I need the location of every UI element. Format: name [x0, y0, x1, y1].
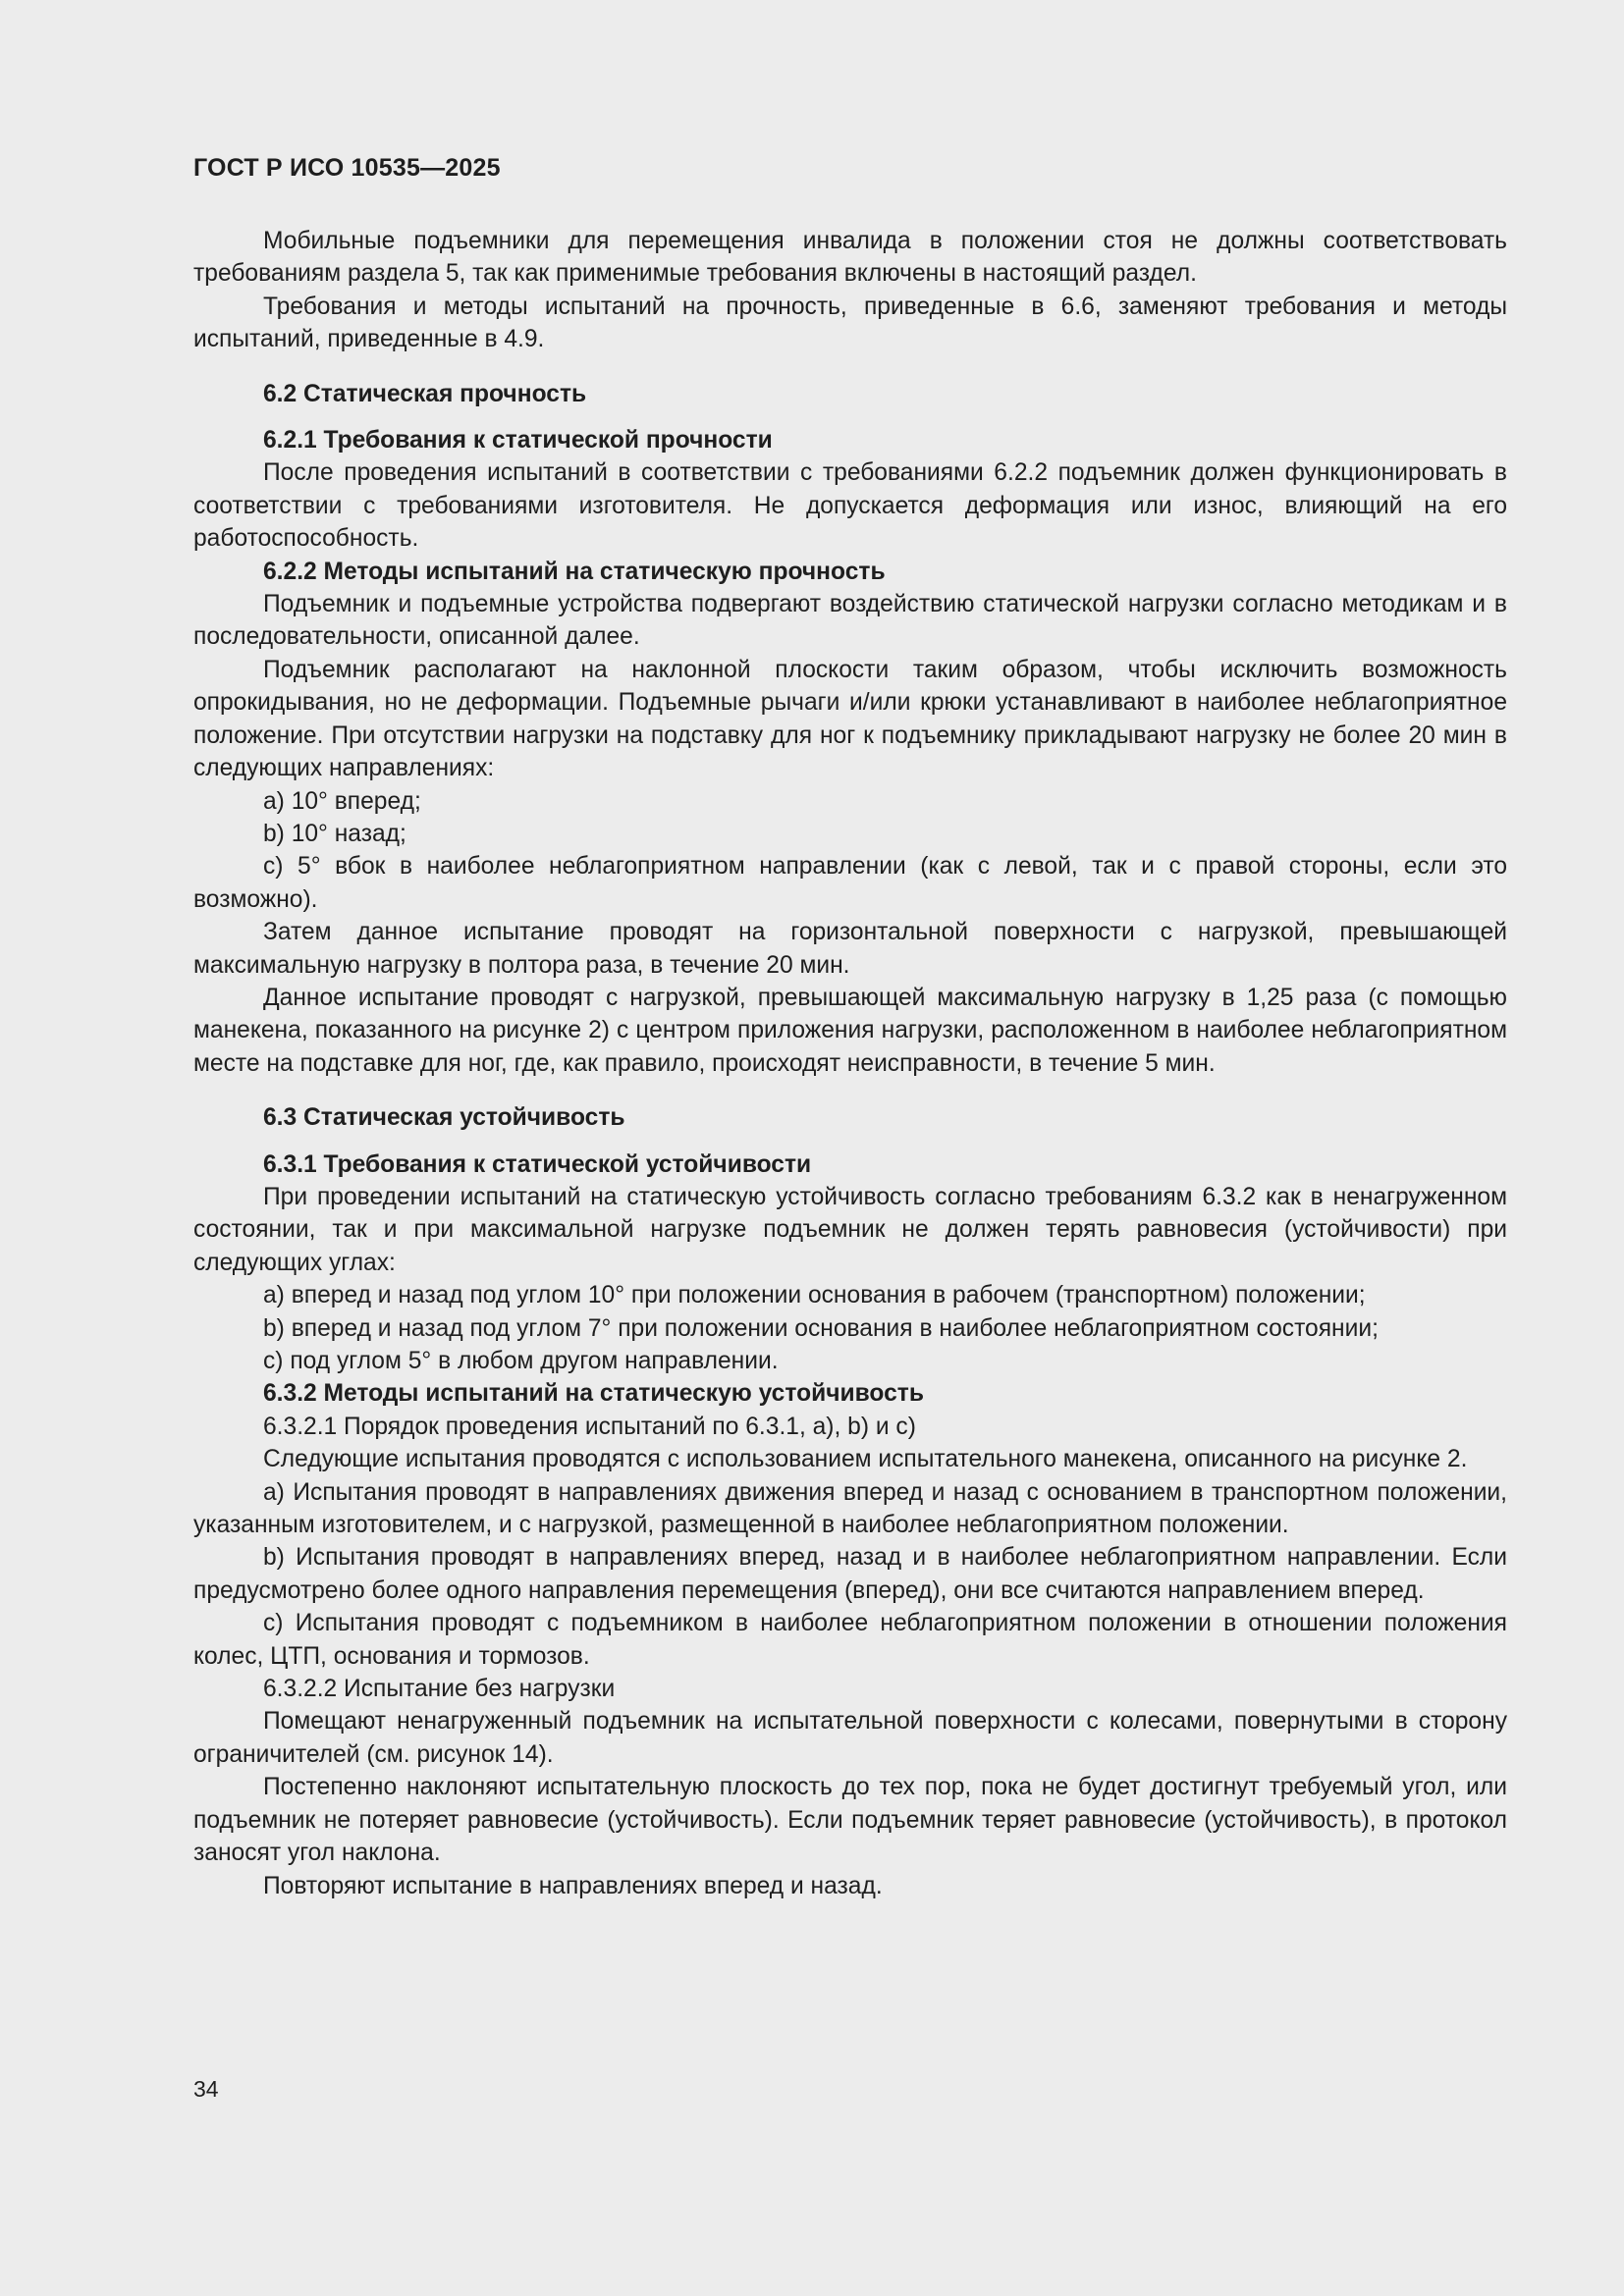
paragraph: При проведении испытаний на статическую устойчивость согласно требованиям 6.3.2 как в ненагруженном состоянии, так и при максимальной нагрузке подъемник не должен терять равновесия (устойчивости) при следующих углах: [193, 1183, 1507, 1276]
list-item: a) вперед и назад под углом 10° при положении основания в рабочем (транспортном) положении; [263, 1282, 1366, 1309]
document-body [193, 225, 1507, 1902]
paragraph: Повторяют испытание в направлениях вперед и назад. [263, 1872, 883, 1899]
paragraph: Помещают ненагруженный подъемник на испытательной поверхности с колесами, повернутыми в сторону ограничителей (см. рисунок 14). [193, 1708, 1507, 1768]
subsection-heading-6-3-2: 6.3.2 Методы испытаний на статическую устойчивость [263, 1380, 924, 1408]
paragraph: Подъемник располагают на наклонной плоскости таким образом, чтобы исключить возможность опрокидывания, но не деформации. Подъемные рычаги и/или крюки устанавливают в наиболее неблагоприятное положение. При отсутствии нагрузки на подставку для ног к подъемнику прикладывают нагрузку не более 20 мин в следующих направлениях: [193, 656, 1507, 782]
subsection-heading-6-2-1: 6.2.1 Требования к статической прочности [263, 427, 773, 454]
document-code-header: ГОСТ Р ИСО 10535—2025 [193, 154, 501, 182]
subsection-heading-6-2-2: 6.2.2 Методы испытаний на статическую прочность [263, 558, 886, 585]
paragraph: Мобильные подъемники для перемещения инвалида в положении стоя не должны соответствовать требованиям раздела 5, так как применимые требования включены в настоящий раздел. [193, 228, 1507, 288]
clause-title-6-3-2-1: 6.3.2.1 Порядок проведения испытаний по 6.3.1, a), b) и c) [263, 1413, 916, 1440]
clause-title-6-3-2-2: 6.3.2.2 Испытание без нагрузки [263, 1676, 616, 1703]
list-item: c) под углом 5° в любом другом направлении. [263, 1348, 779, 1374]
list-item: b) Испытания проводят в направлениях вперед, назад и в наиболее неблагоприятном направлении. Если предусмотрено более одного направления перемещения (вперед), они все считаются направлением вперед. [193, 1544, 1507, 1604]
paragraph: Постепенно наклоняют испытательную плоскость до тех пор, пока не будет достигнут требуемый угол, или подъемник не потеряет равновесие (устойчивость). Если подъемник теряет равновесие (устойчивость), в протокол заносят угол наклона. [193, 1774, 1507, 1867]
page-number: 34 [193, 2076, 219, 2102]
paragraph: После проведения испытаний в соответствии с требованиями 6.2.2 подъемник должен функционировать в соответствии с требованиями изготовителя. Не допускается деформация или износ, влияющий на его работоспособность. [193, 459, 1507, 553]
list-item: a) Испытания проводят в направлениях движения вперед и назад с основанием в транспортном положении, указанным изготовителем, и с нагрузкой, размещенной в наиболее неблагоприятном положении. [193, 1478, 1507, 1539]
list-item: c) 5° вбок в наиболее неблагоприятном направлении (как с левой, так и с правой стороны, если это возможно). [193, 853, 1507, 913]
section-heading-6-2: 6.2 Статическая прочность [263, 380, 587, 407]
list-item: b) вперед и назад под углом 7° при положении основания в наиболее неблагоприятном состоянии; [263, 1314, 1379, 1342]
paragraph: Подъемник и подъемные устройства подвергают воздействию статической нагрузки согласно методикам и в последовательности, описанной далее. [193, 591, 1507, 651]
list-item: a) 10° вперед; [263, 787, 421, 815]
paragraph: Требования и методы испытаний на прочность, приведенные в 6.6, заменяют требования и методы испытаний, приведенные в 4.9. [193, 293, 1507, 353]
section-heading-6-3: 6.3 Статическая устойчивость [263, 1104, 625, 1132]
paragraph: Следующие испытания проводятся с использованием испытательного манекена, описанного на рисунке 2. [263, 1446, 1468, 1473]
list-item: b) 10° назад; [263, 820, 406, 847]
list-item: c) Испытания проводят с подъемником в наиболее неблагоприятном положении в отношении положения колес, ЦТП, основания и тормозов. [193, 1610, 1507, 1670]
paragraph: Затем данное испытание проводят на горизонтальной поверхности с нагрузкой, превышающей максимальную нагрузку в полтора раза, в течение 20 мин. [193, 919, 1507, 979]
subsection-heading-6-3-1: 6.3.1 Требования к статической устойчивости [263, 1150, 812, 1178]
paragraph: Данное испытание проводят с нагрузкой, превышающей максимальную нагрузку в 1,25 раза (с помощью манекена, показанного на рисунке 2) с центром приложения нагрузки, расположенном в наиболее неблагоприятном месте на подставке для ног, где, как правило, происходят неисправности, в течение 5 мин. [193, 984, 1507, 1077]
